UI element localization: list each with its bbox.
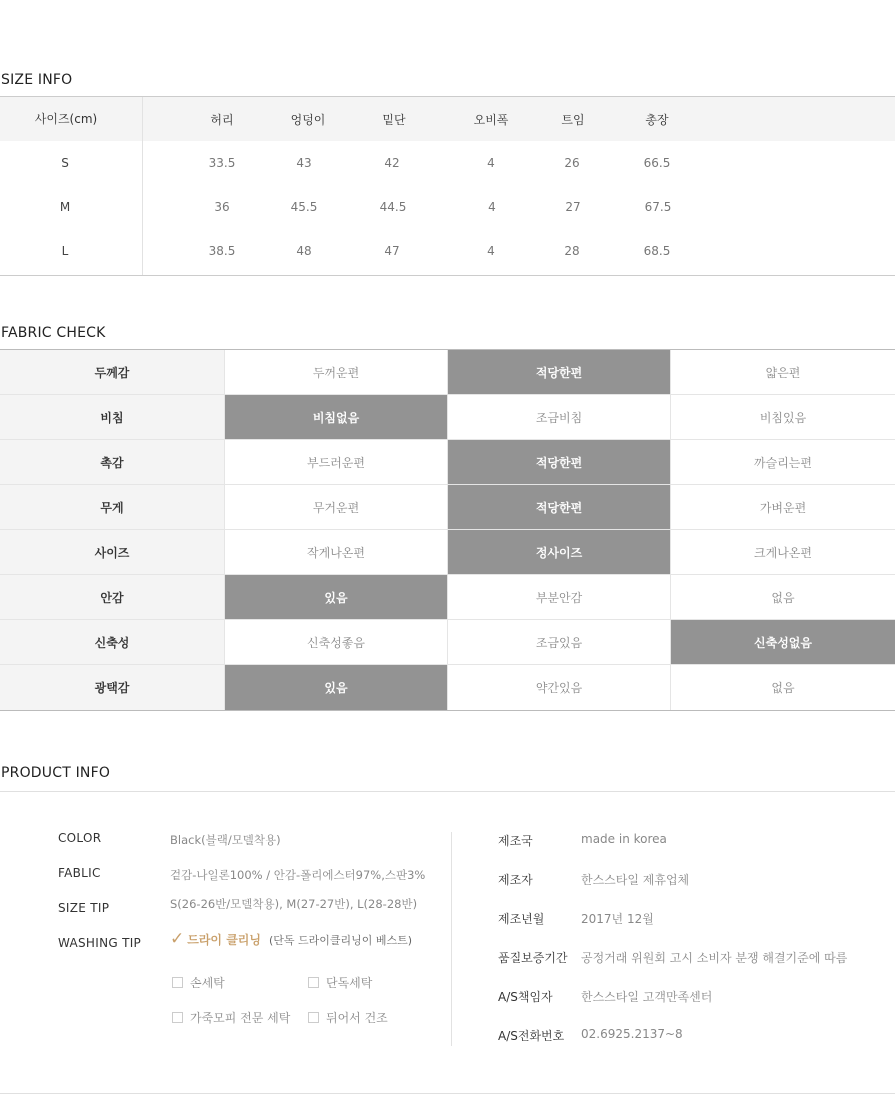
fabric-option: 비침없음 xyxy=(225,395,448,439)
washing-option xyxy=(172,1009,290,1026)
fabric-option: 약간있음 xyxy=(448,665,671,710)
column-divider xyxy=(451,832,452,1046)
warranty-label: 품질보증기간 xyxy=(498,951,568,965)
washing-option-label: 뒤어서 건조 xyxy=(326,1011,388,1025)
size-row-m-label: M xyxy=(59,200,71,214)
fabric-option: 부분안감 xyxy=(448,575,671,619)
washing-option-label: 단독세탁 xyxy=(326,976,373,990)
size-tip-value: S(26-26반/모델착용), M(27-27반), L(28-28반) xyxy=(170,897,418,911)
checkbox-icon xyxy=(172,1012,183,1023)
fabric-option: 적당한편 xyxy=(448,350,671,394)
fabric-check-title: FABRIC CHECK xyxy=(1,325,106,341)
washing-note: (단독 드라이클리닝이 베스트) xyxy=(268,934,413,947)
origin-label: 제조국 xyxy=(498,834,533,848)
fabric-option: 크게나온편 xyxy=(754,545,812,560)
fabric-row xyxy=(0,665,895,710)
fabric-option: 있음 xyxy=(225,575,448,619)
fabric-option: 신축성없음 xyxy=(671,620,895,664)
size-row-s-label: S xyxy=(61,156,69,170)
fabric-option: 없음 xyxy=(771,681,795,695)
size-row-l-length: 68.5 xyxy=(643,244,671,258)
fabric-row xyxy=(0,575,895,620)
manufacture-date-label: 제조년월 xyxy=(498,912,545,926)
fabric-option: 무거운편 xyxy=(225,485,448,529)
fabric-label: 사이즈 xyxy=(0,530,225,574)
fabric-label: 무게 xyxy=(0,485,225,529)
fabric-row xyxy=(0,395,895,440)
fabric-label: 비침 xyxy=(0,395,225,439)
washing-selected-label: 드라이 클리닝 xyxy=(187,933,261,947)
as-manager-value: 한스스타일 고객만족센터 xyxy=(581,990,713,1004)
color-value: Black(블랙/모델착용) xyxy=(170,833,281,847)
washing-option-label: 가죽모피 전문 세탁 xyxy=(190,1011,291,1025)
manufacturer-value: 한스스타일 제휴업체 xyxy=(581,873,690,887)
size-row-m-hip: 45.5 xyxy=(290,200,318,214)
size-row-l-waist: 38.5 xyxy=(208,244,236,258)
size-row-s-waist: 33.5 xyxy=(208,156,236,170)
size-row-m-obi: 4 xyxy=(488,200,496,214)
size-header-hip: 엉덩이 xyxy=(290,113,326,127)
size-row-l-hem: 47 xyxy=(384,244,400,258)
fabric-row xyxy=(0,620,895,665)
fabric-row xyxy=(0,485,895,530)
fabric-row xyxy=(0,530,895,575)
size-row-l-obi: 4 xyxy=(487,244,495,258)
fabric-label: 두께감 xyxy=(0,350,225,394)
fabric-option: 부드러운편 xyxy=(225,440,448,484)
size-table-header xyxy=(0,97,895,141)
section-divider xyxy=(0,791,895,792)
fabric-table xyxy=(0,349,895,711)
fabric-label: FABLIC xyxy=(58,866,101,880)
size-row-l-slit: 28 xyxy=(564,244,580,258)
size-row-s-length: 66.5 xyxy=(643,156,671,170)
washing-selected xyxy=(170,931,412,948)
fabric-option: 있음 xyxy=(225,665,448,710)
checkmark-icon: ✓ xyxy=(170,929,185,949)
fabric-row xyxy=(0,350,895,395)
size-row-s-obi: 4 xyxy=(487,156,495,170)
fabric-label: 신축성 xyxy=(0,620,225,664)
fabric-label: 촉감 xyxy=(0,440,225,484)
size-tip-label: SIZE TIP xyxy=(58,901,110,915)
fabric-row xyxy=(0,440,895,485)
warranty-value: 공정거래 위원회 고시 소비자 분쟁 해결기준에 따름 xyxy=(581,951,848,965)
checkbox-icon xyxy=(172,977,183,988)
size-row-l-hip: 48 xyxy=(296,244,312,258)
color-label: COLOR xyxy=(58,831,102,845)
size-row-s-hip: 43 xyxy=(296,156,312,170)
size-table xyxy=(0,96,895,276)
size-info-title: SIZE INFO xyxy=(1,72,73,88)
size-row-m-slit: 27 xyxy=(565,200,581,214)
size-row-l-label: L xyxy=(61,244,69,258)
fabric-option: 까슬리는편 xyxy=(754,455,812,470)
fabric-option: 두꺼운편 xyxy=(225,350,448,394)
fabric-option: 정사이즈 xyxy=(448,530,671,574)
origin-value: made in korea xyxy=(581,832,667,846)
size-header-waist: 허리 xyxy=(210,113,234,127)
as-phone-label: A/S전화번호 xyxy=(498,1029,565,1043)
as-manager-label: A/S책임자 xyxy=(498,990,553,1004)
size-header-slit: 트임 xyxy=(561,113,585,127)
washing-option xyxy=(308,1009,388,1026)
size-row-m-hem: 44.5 xyxy=(379,200,407,214)
fabric-label: 안감 xyxy=(0,575,225,619)
as-phone-value: 02.6925.2137~8 xyxy=(581,1027,683,1041)
fabric-value: 겉감-나일론100% / 안감-폴리에스터97%,스판3% xyxy=(170,868,426,882)
washing-option xyxy=(308,974,372,991)
size-header-obi-width: 오비폭 xyxy=(473,113,509,127)
washing-tip-label: WASHING TIP xyxy=(58,936,142,950)
washing-option xyxy=(172,974,225,991)
checkbox-icon xyxy=(308,1012,319,1023)
fabric-option: 얇은편 xyxy=(765,365,801,380)
manufacturer-label: 제조자 xyxy=(498,873,533,887)
fabric-option: 없음 xyxy=(771,590,795,605)
fabric-option: 조금비침 xyxy=(448,395,671,439)
size-header-length: 총장 xyxy=(645,113,669,127)
fabric-option: 적당한편 xyxy=(448,485,671,529)
fabric-label: 광택감 xyxy=(0,665,225,710)
product-info-title: PRODUCT INFO xyxy=(1,765,111,781)
size-header-size: 사이즈(cm) xyxy=(34,112,98,126)
checkbox-icon xyxy=(308,977,319,988)
fabric-option: 신축성좋음 xyxy=(225,620,448,664)
fabric-option: 비침있음 xyxy=(759,410,807,425)
manufacture-date-value: 2017년 12월 xyxy=(581,912,654,926)
size-row-s-slit: 26 xyxy=(564,156,580,170)
size-row-m-length: 67.5 xyxy=(644,200,672,214)
fabric-option: 적당한편 xyxy=(448,440,671,484)
washing-option-label: 손세탁 xyxy=(190,976,225,990)
size-header-hem: 밑단 xyxy=(382,113,406,127)
bottom-divider xyxy=(0,1093,895,1094)
fabric-option: 가벼운편 xyxy=(759,500,807,515)
size-row-m-waist: 36 xyxy=(214,200,230,214)
fabric-option: 작게나온편 xyxy=(225,530,448,574)
size-row-s-hem: 42 xyxy=(384,156,400,170)
fabric-option: 조금있음 xyxy=(448,620,671,664)
size-table-divider xyxy=(142,97,143,275)
